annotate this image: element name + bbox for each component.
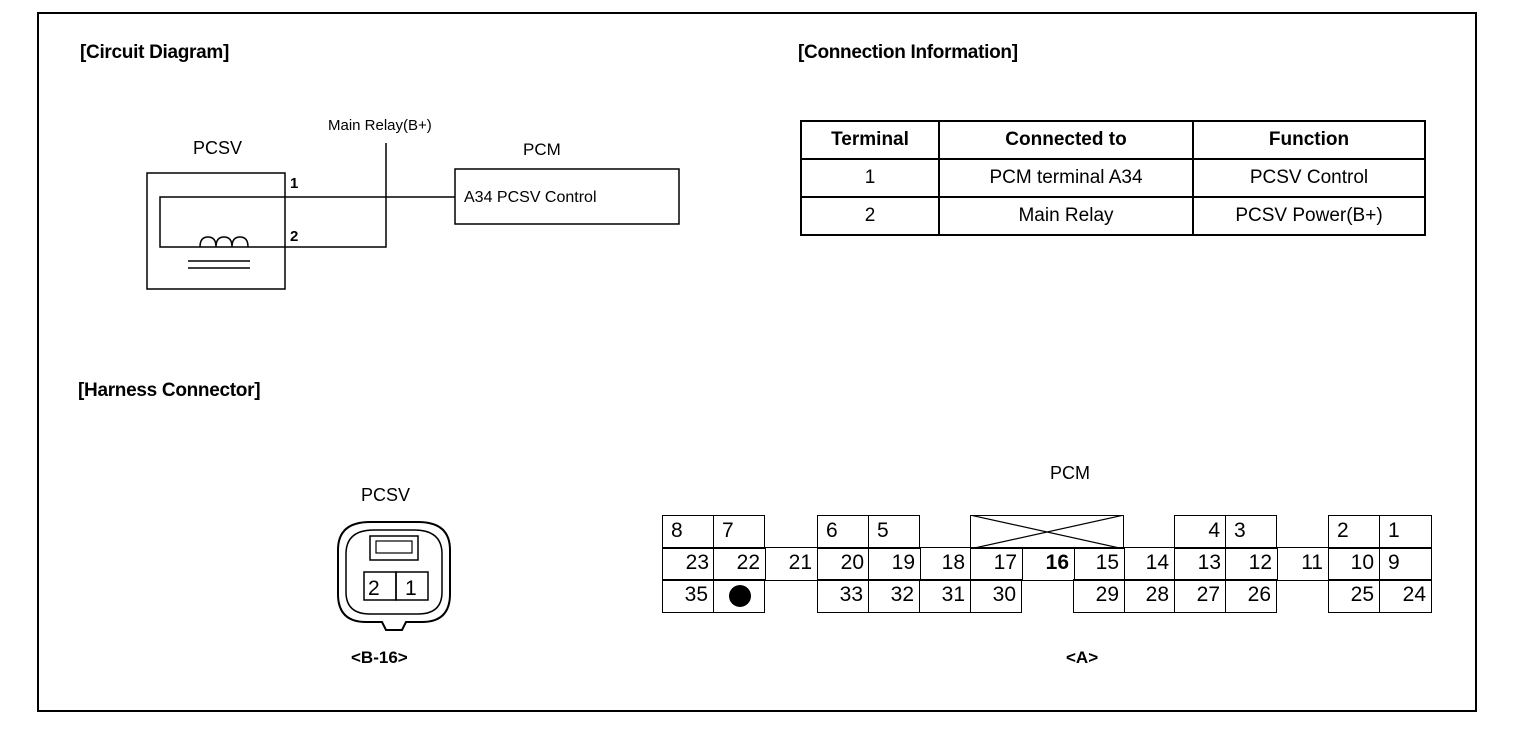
pcsv-pin-1: 1 <box>405 577 417 600</box>
pcm-pin: 23 <box>685 551 709 574</box>
filled-pin-icon <box>729 585 751 607</box>
pcm-blocked-slot <box>970 515 1124 549</box>
pcm-box-text: A34 PCSV Control <box>464 189 597 206</box>
harness-pcsv-label: PCSV <box>361 485 411 505</box>
pcm-pin: 20 <box>817 548 869 580</box>
table-cell: PCM terminal A34 <box>939 159 1193 197</box>
pcm-pin: 8 <box>662 515 714 549</box>
pcm-connector-grid <box>662 515 1432 613</box>
pcm-pin: 6 <box>817 515 869 549</box>
pcm-pin: 3 <box>1225 515 1277 549</box>
pcm-pin: 4 <box>1174 515 1226 549</box>
table-cell: Main Relay <box>939 197 1193 235</box>
table-header-row <box>801 121 1425 159</box>
table-cell: PCSV Control <box>1193 159 1425 197</box>
pcm-pin: 13 <box>1174 548 1226 580</box>
pcm-pin: 25 <box>1328 579 1380 613</box>
table-row <box>801 159 1425 197</box>
pcm-pin: 22 <box>713 548 765 580</box>
main-relay-label: Main Relay(B+) <box>328 117 432 134</box>
table-cell: 2 <box>801 197 939 235</box>
pcm-pin: 12 <box>1225 548 1277 580</box>
pcsv-pin-2: 2 <box>368 577 380 600</box>
pcm-pin: 21 <box>765 548 817 580</box>
pcm-pin: 2 <box>1328 515 1380 549</box>
pcm-pin-filled <box>713 579 765 613</box>
blocked-cross-icon <box>970 515 1124 549</box>
circuit-diagram-heading: [Circuit Diagram] <box>80 42 230 63</box>
pcm-pin: 16 <box>1022 548 1074 580</box>
pcm-pin: 28 <box>1124 579 1175 613</box>
pcm-pin: 18 <box>920 548 970 580</box>
coil-icon <box>200 237 248 247</box>
pcsv-connector-icon <box>330 510 460 640</box>
pcm-pin: 27 <box>1174 579 1226 613</box>
pcm-pin: 24 <box>1379 579 1432 613</box>
pcm-pin: 30 <box>970 579 1022 613</box>
pcm-pin: 11 <box>1277 548 1328 580</box>
pcm-pin: 33 <box>817 579 869 613</box>
table-header: Connected to <box>939 121 1193 159</box>
pcm-pin: 31 <box>919 579 971 613</box>
table-header: Terminal <box>801 121 939 159</box>
table-cell: PCSV Power(B+) <box>1193 197 1425 235</box>
circuit-pcm-label: PCM <box>523 140 561 159</box>
pcm-pin: 35 <box>662 579 714 613</box>
pcm-connector-code: <A> <box>1066 648 1099 667</box>
harness-connector-heading: [Harness Connector] <box>78 380 261 401</box>
pcm-pin: 14 <box>1124 548 1174 580</box>
pcm-pin: 5 <box>868 515 920 549</box>
pcm-pin: 26 <box>1225 579 1277 613</box>
pin1-label: 1 <box>290 175 299 192</box>
pcm-pin: 17 <box>970 548 1022 580</box>
pcm-pin: 32 <box>868 579 920 613</box>
circuit-pcsv-label: PCSV <box>193 138 243 158</box>
pin2-label: 2 <box>290 228 299 245</box>
pcm-pin: 29 <box>1073 579 1125 613</box>
pcm-pin: 15 <box>1074 548 1124 580</box>
connection-information-heading: [Connection Information] <box>798 42 1018 63</box>
table-cell: 1 <box>801 159 939 197</box>
pcm-pin: 9 <box>1379 548 1432 580</box>
table-row <box>801 197 1425 235</box>
pcm-pin: 1 <box>1379 515 1432 549</box>
harness-pcm-label: PCM <box>1050 463 1090 483</box>
table-header: Function <box>1193 121 1425 159</box>
pcsv-body <box>147 173 285 289</box>
pcsv-connector-code: <B-16> <box>351 648 408 667</box>
pcm-pin: 7 <box>713 515 765 549</box>
connection-table <box>800 120 1426 236</box>
pcm-pin: 19 <box>868 548 920 580</box>
wire-pin2-relay <box>285 143 386 247</box>
pcm-pin: 10 <box>1328 548 1379 580</box>
coil-loop <box>160 197 285 247</box>
